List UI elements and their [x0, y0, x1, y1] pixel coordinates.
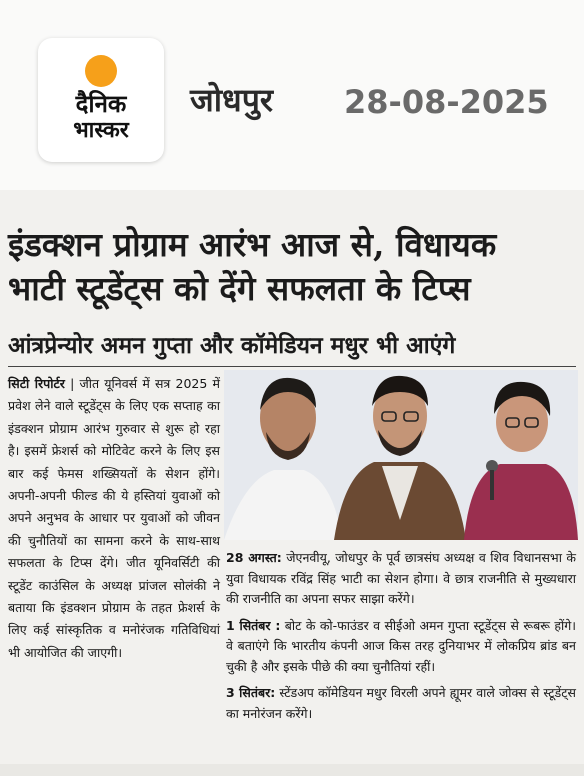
photo-illustration [224, 370, 578, 540]
masthead-bar [0, 0, 584, 190]
schedule-date: 3 सितंबर: [226, 685, 276, 700]
schedule-date: 28 अगस्त: [226, 550, 282, 565]
headline-line-1: इंडक्शन प्रोग्राम आरंभ आज से, विधायक [8, 225, 497, 264]
article-body-left [8, 373, 220, 664]
edition-city: जोधपुर [190, 81, 273, 119]
schedule-item [226, 548, 576, 610]
schedule-text: जेएनवीयू, जोधपुर के पूर्व छात्रसंघ अध्यक्ष व शिव विधानसभा के युवा विधायक रविंद्र सिंह भाटी का सेशन होगा। वे छात्र राजनीति से मुख्यधारा की राजनीति का अपना सफर साझा करेंगे। [226, 550, 576, 606]
schedule-text: स्टेंडअप कॉमेडियन मधुर विरली अपने ह्यूमर वाले जोक्स से स्टूडेंट्स का मनोरंजन करेंगे। [226, 685, 576, 721]
article-photo [224, 370, 578, 540]
byline: सिटी रिपोर्टर [8, 376, 65, 391]
schedule-item [226, 616, 576, 678]
schedule-text: बोट के को-फाउंडर व सीईओ अमन गुप्ता स्टूडेंट्स से रूबरू होंगे। वे बताएंगे कि भारतीय कंपनी आज किस तरह दुनियाभर में लोकप्रिय ब्रांड बन चुकी है और इसके पीछे की क्या चुनौतियां रहीं। [226, 617, 576, 674]
logo-line-2: भास्कर [73, 118, 129, 143]
headline-line-2: भाटी स्टूडेंट्स को देंगे सफलता के टिप्स [8, 269, 471, 308]
body-text: जीत यूनिवर्स में सत्र 2025 में प्रवेश लेने वाले स्टूडेंट्स के लिए एक सप्ताह का इंडक्शन प्रोग्राम आरंभ गुरुवार से शुरू हो रहा है। इसमें फ्रेशर्स को मोटिवेट करने के लिए इस बार कई फेमस शख्सियतों के सेशन होंगे। अपनी-अपनी फील्ड की ये हस्तियां युवाओं को अपने अनुभव के आधार पर युवाओं को जीवन की चुनौतियों का सामना करने के साथ-साथ सफलता के टिप्स देंगे। जीत यूनिवर्सिटी की स्टूडेंट काउंसिल के अध्यक्ष प्रांजल सोलंकी ने बताया कि इंडक्शन प्रोग्राम के तहत फ्रेशर्स के लिए कई सांस्कृतिक व मनोरंजक गतिविधियां भी आयोजित की जाएगी। [8, 376, 220, 660]
clipping-bottom-edge [0, 764, 584, 776]
byline-separator: | [70, 376, 80, 391]
newspaper-logo [38, 38, 164, 162]
article-body-right [226, 548, 576, 730]
subheadline: आंत्रप्रेन्योर अमन गुप्ता और कॉमेडियन मधुर भी आएंगे [8, 332, 456, 359]
logo-line-1: दैनिक [75, 90, 127, 118]
schedule-date: 1 सितंबर : [226, 617, 281, 633]
divider [8, 366, 576, 367]
sun-icon [85, 55, 117, 87]
schedule-item [226, 683, 576, 724]
edition-date: 28-08-2025 [344, 83, 549, 121]
